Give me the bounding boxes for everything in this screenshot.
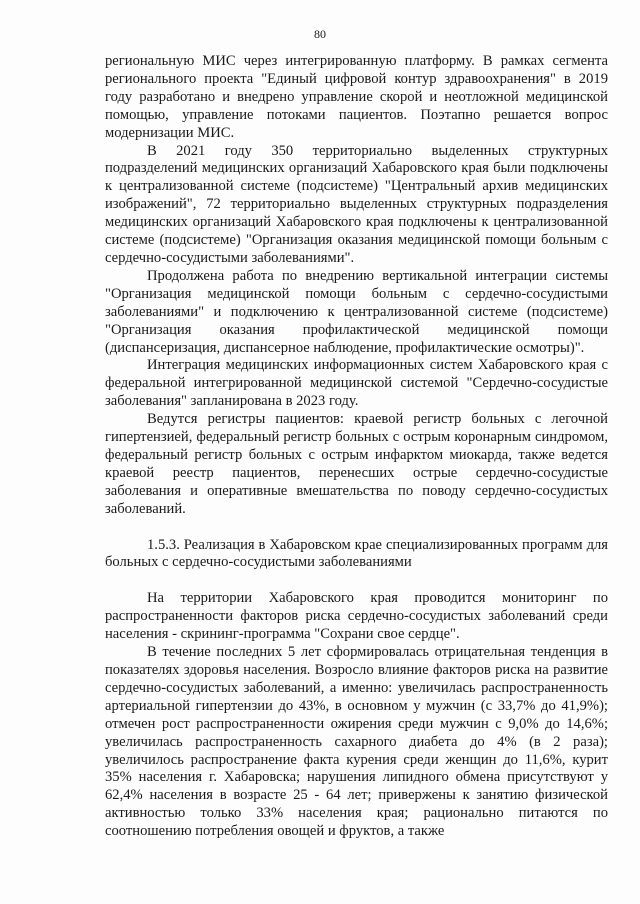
paragraph-2021-connections: В 2021 году 350 территориально выделенных структурных подразделений медицинских организаций Хабаровского края были подключены к централизованной системе (подсистеме) "Центральный архив медицинских изображений", 72 территориально выделенных структурных подразделения медицинских организаций Хабаровского края подключены к централизованной системе (подсистеме) "Организация оказания медицинской помощи больным с сердечно-сосудистыми заболеваниями". xyxy=(105,142,608,266)
section-heading: 1.5.3. Реализация в Хабаровском крае специализированных программ для больных с сердечно-сосудистыми заболеваниями xyxy=(105,536,608,571)
page-number: 80 xyxy=(314,27,326,41)
paragraph-patient-registries: Ведутся регистры пациентов: краевой регистр больных с легочной гипертензией, федеральный регистр больных с острым коронарным синдромом, федеральный регистр больных с острым инфарктом миокарда, также ведется краевой реестр пациентов, перенесших острые сердечно-сосудистые заболевания и оперативные вмешательства по поводу сердечно-сосудистых заболеваний. xyxy=(105,411,608,517)
paragraph-risk-factors: В течение последних 5 лет сформировалась отрицательная тенденция в показателях здоровья населения. Возросло влияние факторов риска на развитие сердечно-сосудистых заболеваний, а именно: увеличилась распространенность артериальной гипертензии до 43%, в основном у мужчин (с 33,7% до 41,9%); отмечен рост распространенности ожирения среди мужчин с 9,0% до 14,6%; увеличилась распространенность сахарного диабета до 4% (в 2 раза); увеличилось распространение факта курения среди женщин до 11,6%, курит 35% населения г. Хабаровска; нарушения липидного обмена присутствуют у 62,4% населения в возрасте 25 - 64 лет; привержены к занятию физической активностью только 33% населения края; рационально питаются по соотношению потребления овощей и фруктов, а также xyxy=(105,644,608,840)
paragraph-screening-program: На территории Хабаровского края проводится мониторинг по распространенности факторов риска сердечно-сосудистых заболеваний среди населения - скрининг-программа "Сохрани свое сердце". xyxy=(105,590,608,643)
paragraph-vertical-integration: Продолжена работа по внедрению вертикальной интеграции системы "Организация медицинской помощи больным с сердечно-сосудистыми заболеваниями" и подключению к централизованной системе (подсистеме) "Организация оказания профилактической медицинской помощи (диспансеризация, диспансерное наблюдение, профилактические осмотры)". xyxy=(105,267,608,356)
document-body xyxy=(105,53,608,841)
paragraph-federal-integration: Интеграция медицинских информационных систем Хабаровского края с федеральной интегрированной медицинской системой "Сердечно-сосудистые заболевания" запланирована в 2023 году. xyxy=(105,357,608,410)
paragraph-mis-integration: региональную МИС через интегрированную платформу. В рамках сегмента регионального проекта "Единый цифровой контур здравоохранения" в 2019 году разработано и внедрено управление скорой и неотложной медицинской помощью, управление потоками пациентов. Поэтапно решается вопрос модернизации МИС. xyxy=(105,53,608,141)
